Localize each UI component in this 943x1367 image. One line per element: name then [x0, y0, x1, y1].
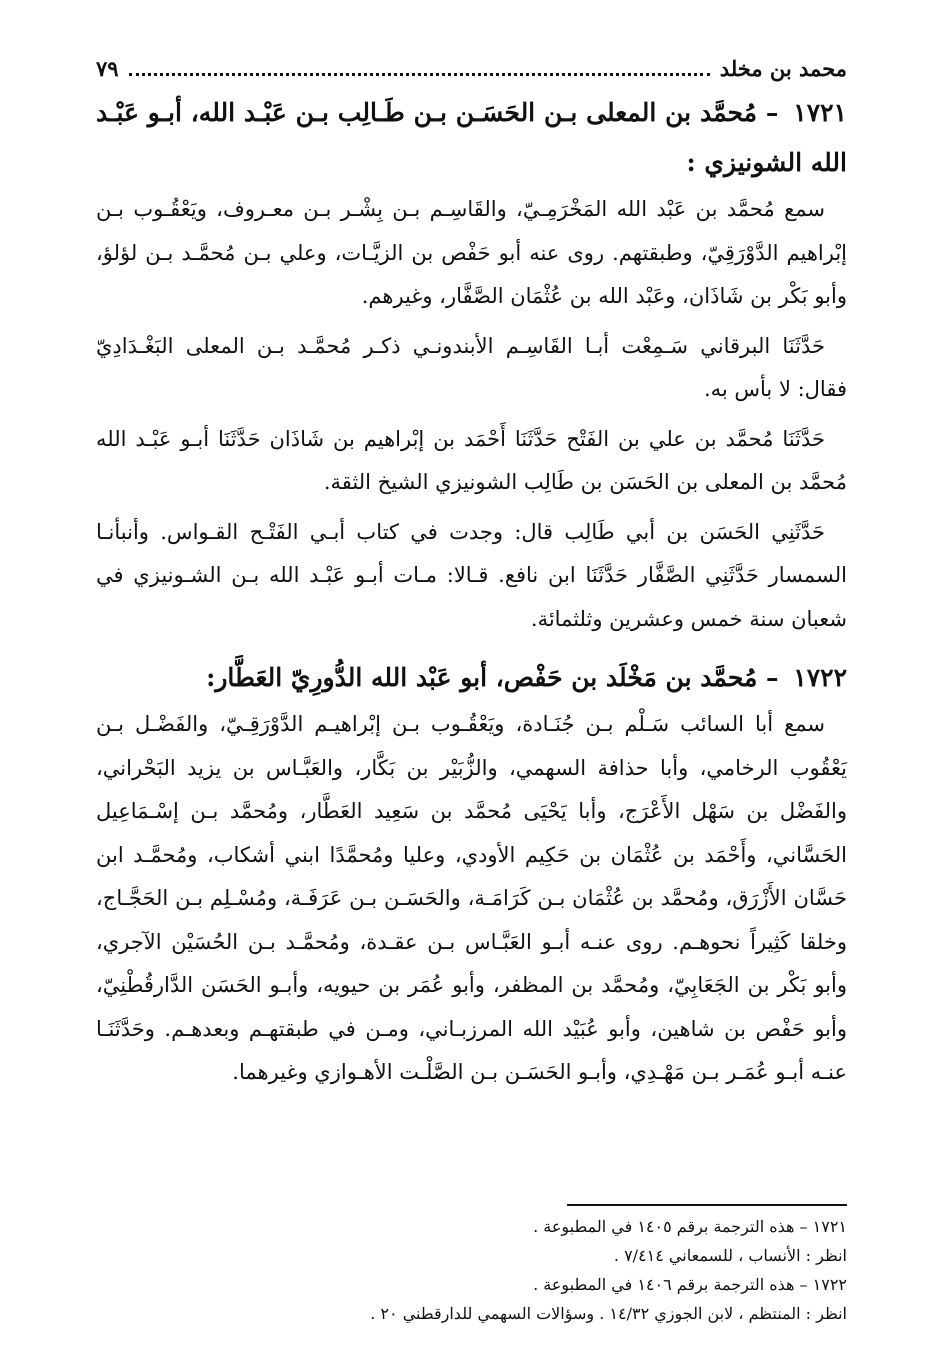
entry-number: ١٧٢١ — [793, 98, 847, 127]
footnote: انظر : الأنساب ، للسمعاني ٧/٤١٤ . — [613, 1246, 847, 1265]
paragraph: سمع أبا السائب سَـلْم بـن جُنَـادة، ويَعْقُـوب بـن إبْراهيـم الدَّوْرَقِـيّ، والفَضْـل بـن يَعْقُوب الرخامي، وأبا حذافة السهمي، والزُّبَيْر بن بَكَّار، والعَبَّـاس بن يزيد البَحْراني، والفَضْل بن سَهْل الأَعْرَج، وأبا يَحْيَى مُحمَّد بن سَعِيد العَطَّار، ومُحمَّد بـن إسْـمَاعِيل الحَسَّاني، وأَحْمَد بن عُثْمَان بن حَكِيم الأودي، وعليا ومُحمَّدًا ابني أشكاب، ومُحمَّـد ابن حَسَّان الأَزْرَق، ومُحمَّد بن عُثْمَان بـن كَرَامَـة، والحَسَـن بـن عَرَفَـة، ومُسْـلِم بـن الحَجَّـاج، وخلقا كَثِيراً نحوهـم. روى عنـه أبـو العَبَّـاس بـن عقـدة، ومُحمَّـد بـن الحُسَيْن الآجري، وأبو بَكْر بن الجَعَابِيّ، ومُحمَّد بن المظفر، وأبو عُمَر بن حيويه، وأبـو الحَسَن الدَّارقُطْنِيّ، وأبو حَفْص بن شاهين، وأبو عُبَيْد الله المرزبـاني، ومـن في طبقتهـم وبعدهـم. وحَدَّثَنَـا عنـه أبـو عُمَـر بـن مَهْـدِي، وأبـو الحَسَـن بـن الصَّلْـت الأهـوازي وغيرهما. — [96, 712, 847, 1084]
page-body — [96, 88, 847, 1101]
entry-number: ١٧٢٢ — [793, 663, 847, 692]
footnote: ١٧٢٢ – هذه الترجمة برقم ١٤٠٦ في المطبوعة . — [533, 1275, 847, 1294]
running-head — [96, 50, 847, 86]
entry-heading-text: – مُحمَّد بن مَخْلَد بن حَفْص، أبو عَبْد الله الدُّورِيّ العَطَّار: — [206, 663, 779, 692]
paragraph: حَدَّثَنَا مُحمَّد بن علي بن الفَتْح حَدَّثَنَا أَحْمَد بن إبْراهيم بن شَاذَان حَدَّثَنَا أبـو عَبْـد الله مُحمَّد بن المعلى بن الحَسَن بن طَالِب الشونيزي الشيخ الثقة. — [96, 426, 847, 494]
page-number: ٧٩ — [96, 55, 119, 81]
paragraph: سمع مُحمَّد بن عَبْد الله المَخْرَمِـيّ، والقَاسِـم بـن بِشْـر بـن معـروف، ويَعْقُـوب بـن إبْراهيم الدَّوْرَقِيّ، وطبقتهم. روى عنه أبو حَفْص بن الزيَّـات، وعلي بـن مُحمَّـد بـن لؤلؤ، وأبو بَكْر بن شَاذَان، وعَبْد الله بن عُثْمَان الصَّفَّار، وغيرهم. — [96, 197, 847, 308]
entry-title-1722 — [96, 653, 847, 703]
paragraph: حَدَّثَنَا البرقاني سَـمِعْت أبـا القَاسِـم الأبندونـي ذكـر مُحمَّـد بـن المعلى البَغْـدَادِيّ فقال: لا بأس به. — [96, 333, 847, 401]
paragraph: حَدَّثَنِي الحَسَن بن أبي طَالِب قال: وجدت في كتاب أبـي الفَتْـح القـواس. وأنبأنـا السمسار حَدَّثَنِي الصَّفَّار حَدَّثَنَا ابن نافع. قـالا: مـات أبـو عَبْـد الله بـن الشـونيزي في شعبان سنة خمس وعشرين وثلثمائة. — [96, 519, 847, 631]
entry-title-1721 — [96, 88, 847, 188]
leader-dots — [129, 73, 710, 76]
entry-heading-text: – مُحمَّد بن المعلى بـن الحَسَـن بـن طَـالِب بـن عَبْـد الله، أبـو عَبْـد الله الشونيزي : — [96, 98, 847, 177]
footnote: ١٧٢١ – هذه الترجمة برقم ١٤٠٥ في المطبوعة . — [533, 1217, 847, 1236]
running-head-title: محمد بن مخلد — [719, 55, 847, 81]
footnotes — [96, 1212, 847, 1328]
footnote-separator — [567, 1204, 847, 1206]
footnote: انظر : المنتظم ، لابن الجوزي ١٤/٣٢ . وسؤالات السهمي للدارقطني ٢٠ . — [370, 1304, 847, 1323]
